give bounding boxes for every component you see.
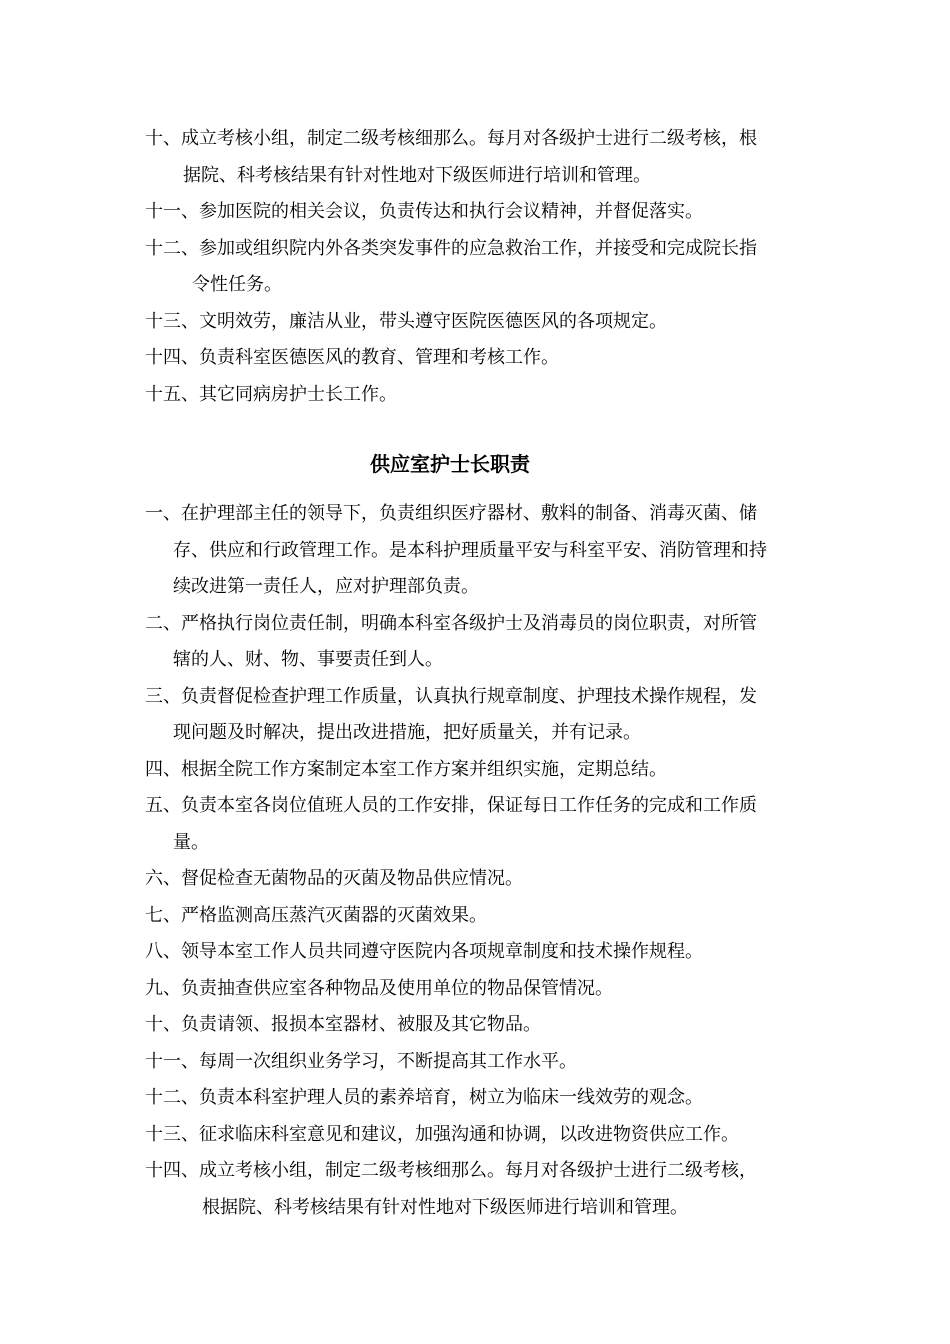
item-text: 十二、负责本科室护理人员的素养培育，树立为临床一线效劳的观念。 xyxy=(145,1087,703,1108)
list-item xyxy=(145,496,815,606)
section-title: 供应室护士长职责 xyxy=(370,452,530,476)
item-text: 二、严格执行岗位责任制，明确本科室各级护士及消毒员的岗位职责，对所管 xyxy=(145,612,757,634)
item-text: 七、严格监测高压蒸汽灭菌器的灭菌效果。 xyxy=(145,904,487,926)
list-item xyxy=(145,934,815,971)
list-item xyxy=(145,121,815,194)
item-text: 十三、文明效劳，廉洁从业，带头遵守医院医德医风的各项规定。 xyxy=(145,310,667,332)
list-item xyxy=(145,231,815,304)
item-text-continued: 令性任务。 xyxy=(192,274,282,295)
list-item xyxy=(145,679,815,752)
list-item xyxy=(145,194,815,231)
item-text: 八、领导本室工作人员共同遵守医院内各项规章制度和技术操作规程。 xyxy=(145,941,703,962)
item-text-continued: 续改进第一责任人，应对护理部负责。 xyxy=(173,576,479,597)
item-text: 十四、负责科室医德医风的教育、管理和考核工作。 xyxy=(145,347,559,368)
list-item xyxy=(145,377,815,414)
item-text-continued: 根据院、科考核结果有针对性地对下级医师进行培训和管理。 xyxy=(202,1196,688,1218)
list-item xyxy=(145,1117,815,1154)
list-item xyxy=(145,971,815,1008)
item-text: 三、负责督促检查护理工作质量，认真执行规章制度、护理技术操作规程，发 xyxy=(145,685,757,707)
list-item xyxy=(145,752,815,789)
list-item xyxy=(145,1044,815,1081)
item-text: 一、在护理部主任的领导下，负责组织医疗器材、敷料的制备、消毒灭菌、储 xyxy=(145,503,757,524)
item-text: 十三、征求临床科室意见和建议，加强沟通和协调，以改进物资供应工作。 xyxy=(145,1123,739,1145)
list-item xyxy=(145,1080,815,1117)
list-item xyxy=(145,304,815,341)
list-item xyxy=(145,861,815,898)
list-item xyxy=(145,606,815,679)
list-item xyxy=(145,1153,815,1226)
item-text-continued: 现问题及时解决，提出改进措施，把好质量关，并有记录。 xyxy=(173,722,641,743)
item-text: 十一、每周一次组织业务学习，不断提高其工作水平。 xyxy=(145,1050,577,1072)
item-text-continued: 量。 xyxy=(173,831,209,853)
duties-list-top xyxy=(145,121,815,413)
list-item xyxy=(145,1007,815,1044)
item-text: 六、督促检查无菌物品的灭菌及物品供应情况。 xyxy=(145,868,523,889)
item-text: 十一、参加医院的相关会议，负责传达和执行会议精神，并督促落实。 xyxy=(145,201,703,222)
item-text-continued: 存、供应和行政管理工作。是本科护理质量平安与科室平安、消防管理和持 xyxy=(173,539,767,561)
list-item xyxy=(145,898,815,935)
item-text: 九、负责抽查供应室各种物品及使用单位的物品保管情况。 xyxy=(145,977,613,999)
item-text: 四、根据全院工作方案制定本室工作方案并组织实施，定期总结。 xyxy=(145,758,667,780)
item-text: 十、负责请领、报损本室器材、被服及其它物品。 xyxy=(145,1014,541,1035)
item-text: 十四、成立考核小组，制定二级考核细那么。每月对各级护士进行二级考核， xyxy=(145,1160,757,1181)
list-item xyxy=(145,788,815,861)
item-text-continued: 据院、科考核结果有针对性地对下级医师进行培训和管理。 xyxy=(183,164,651,186)
item-text: 五、负责本室各岗位值班人员的工作安排，保证每日工作任务的完成和工作质 xyxy=(145,795,757,816)
item-text: 十五、其它同病房护士长工作。 xyxy=(145,383,397,405)
item-text: 十、成立考核小组，制定二级考核细那么。每月对各级护士进行二级考核，根 xyxy=(145,128,757,149)
duties-list-bottom xyxy=(145,496,815,1226)
item-text-continued: 辖的人、财、物、事要责任到人。 xyxy=(173,649,443,670)
item-text: 十二、参加或组织院内外各类突发事件的应急救治工作，并接受和完成院长指 xyxy=(145,237,757,259)
list-item xyxy=(145,340,815,377)
